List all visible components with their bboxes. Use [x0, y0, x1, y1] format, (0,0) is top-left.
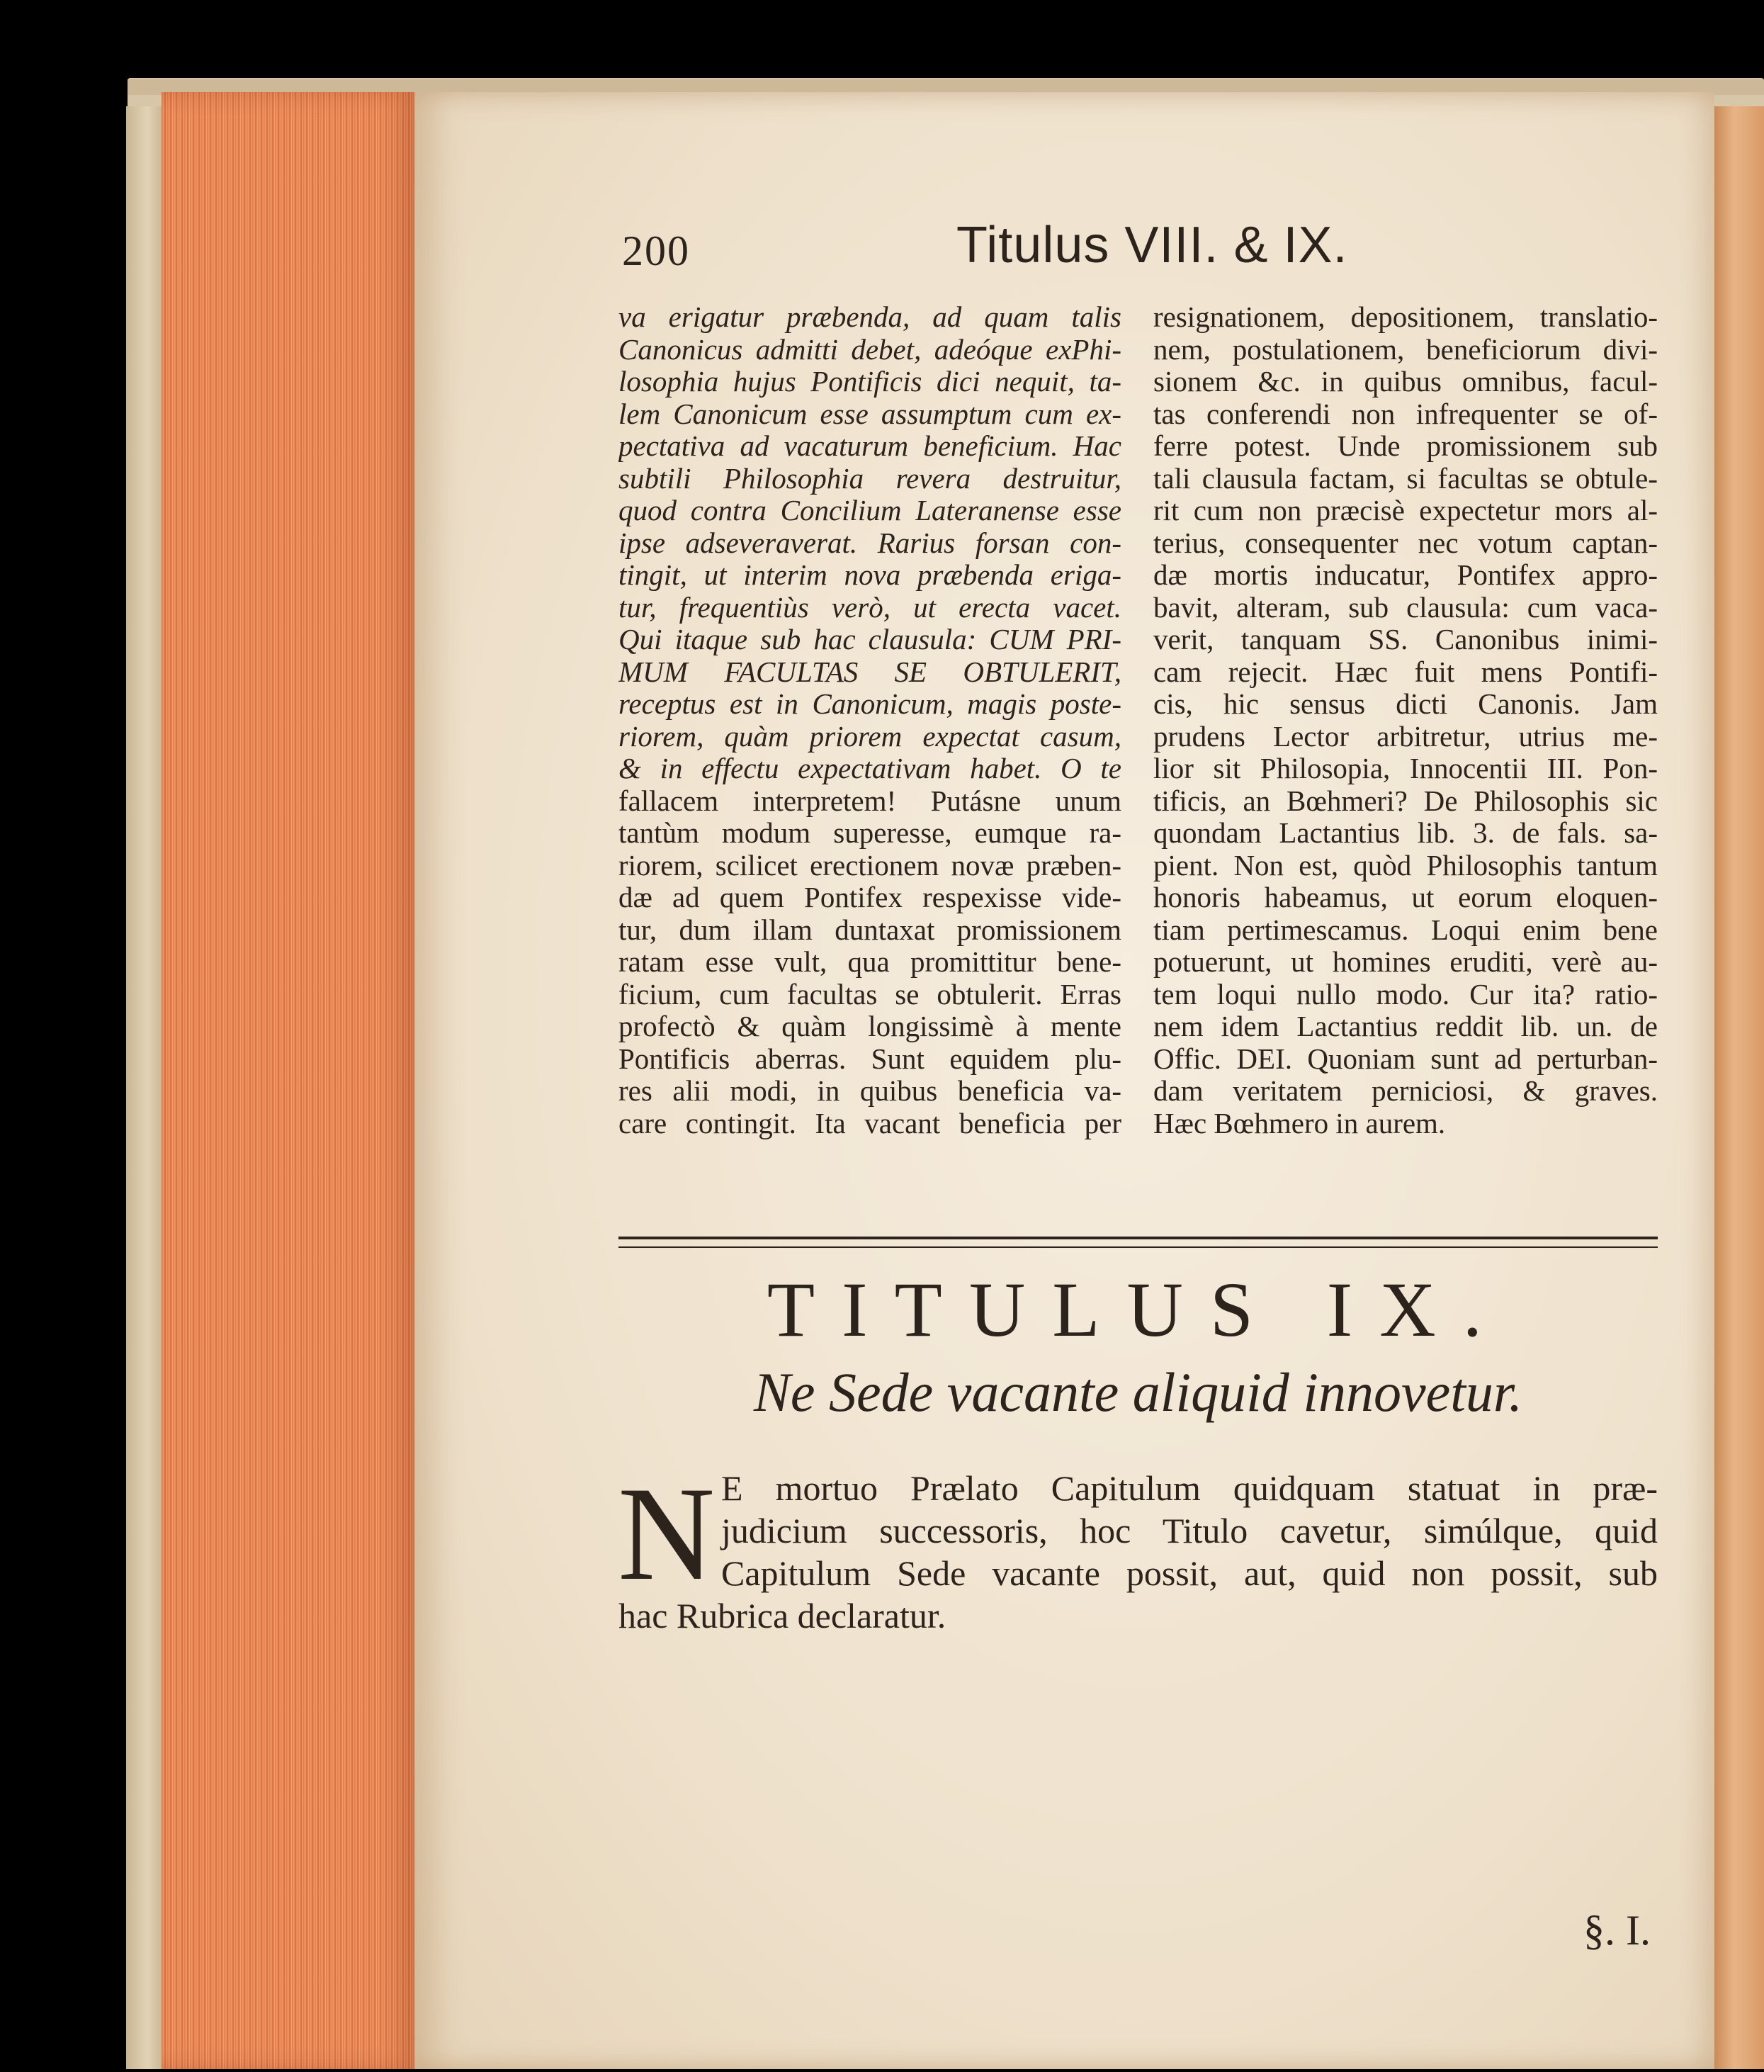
text-line: sionem &c. in quibus omnibus, facul-: [1153, 366, 1658, 398]
text-line: quod contra Concilium Lateranense esse: [618, 495, 1121, 527]
catchword: §. I.: [1583, 1907, 1651, 1954]
text-line: tantùm modum superesse, eumque ra-: [618, 817, 1121, 849]
section-title: TITULUS IX.: [767, 1266, 1510, 1353]
drop-cap: N: [618, 1460, 716, 1609]
section-subtitle: Ne Sede vacante aliquid innovetur.: [753, 1361, 1523, 1423]
text-line: tificis, an Bœhmeri? De Philosophis sic: [1153, 784, 1658, 817]
text-line: tas conferendi non infrequenter se of-: [1153, 398, 1658, 430]
text-line: terius, consequenter nec votum captan-: [1153, 527, 1658, 559]
text-line: nem, postulationem, beneficiorum divi-: [1153, 333, 1658, 366]
text-line: profectò & quàm longissimè à mente: [618, 1010, 1121, 1042]
text-line: subtili Philosophia revera destruitur,: [618, 462, 1121, 495]
text-line: tingit, ut interim nova præbenda eriga-: [618, 559, 1121, 591]
book-cover-board: [126, 106, 162, 2069]
running-head: Titulus VIII. & IX.: [956, 217, 1348, 274]
opening-paragraph: [618, 1460, 1658, 1637]
text-line: losophia hujus Pontificis dici nequit, ta-: [618, 366, 1121, 398]
text-line: ferre potest. Unde promissionem sub: [1153, 430, 1658, 462]
text-line: bavit, alteram, sub clausula: cum vaca-: [1153, 591, 1658, 624]
text-line: Qui itaque sub hac clausula: CUM PRI-: [618, 624, 1121, 655]
page-number: 200: [622, 227, 690, 274]
right-column: [1153, 301, 1658, 1139]
text-line: va erigatur præbenda, ad quam talis: [618, 301, 1121, 333]
section-divider-rule: [618, 1237, 1658, 1248]
text-line: tem loqui nullo modo. Cur ita? ratio-: [1153, 978, 1658, 1010]
text-line: res alii modi, in quibus beneficia va-: [618, 1075, 1121, 1107]
text-line: quondam Lactantius lib. 3. de fals. sa-: [1153, 817, 1658, 849]
text-line: hac Rubrica declaratur.: [618, 1596, 946, 1635]
text-line: verit, tanquam SS. Canonibus inimi-: [1153, 624, 1658, 655]
text-line: lior sit Philosopia, Innocentii III. Pon-: [1153, 753, 1658, 784]
text-line: Capitulum Sede vacante possit, aut, quid non possit, sub: [721, 1553, 1658, 1593]
facing-page-edge: [1714, 106, 1764, 2069]
text-line: potuerunt, ut homines eruditi, verè au-: [1153, 946, 1658, 978]
text-line: rit cum non præcisè expectetur mors al-: [1153, 495, 1658, 527]
text-line: tur, dum illam duntaxat promissionem: [618, 913, 1121, 946]
text-line: & in effectu expectativam habet. O te: [618, 753, 1121, 784]
text-line: ficium, cum facultas se obtulerit. Erras: [618, 978, 1121, 1010]
text-line: pectativa ad vacaturum beneficium. Hac: [618, 430, 1121, 462]
text-line: tiam pertimescamus. Loqui enim bene: [1153, 913, 1658, 946]
text-line: care contingit. Ita vacant beneficia per: [618, 1107, 1121, 1139]
text-line: judicium successoris, hoc Titulo cavetur, simúlque, quid: [721, 1511, 1658, 1550]
text-line: cis, hic sensus dicti Canonis. Jam: [1153, 688, 1658, 720]
text-line: fallacem interpretem! Putásne unum: [618, 784, 1121, 817]
text-line: receptus est in Canonicum, magis poste-: [618, 688, 1121, 720]
text-line: Pontificis aberras. Sunt equidem plu-: [618, 1042, 1121, 1075]
text-line: ratam esse vult, qua promittitur bene-: [618, 946, 1121, 978]
text-line: pient. Non est, quòd Philosophis tantum: [1153, 849, 1658, 882]
text-line: dæ mortis inducatur, Pontifex appro-: [1153, 559, 1658, 591]
text-line: ipse adseveraverat. Rarius forsan con-: [618, 527, 1121, 559]
text-line: Offic. DEI. Quoniam sunt ad perturban-: [1153, 1042, 1658, 1075]
text-line: Hæc Bœhmero in aurem.: [1153, 1107, 1446, 1139]
page-edges: [162, 92, 417, 2069]
text-line: E mortuo Prælato Capitulum quidquam statuat in præ-: [721, 1468, 1658, 1508]
text-line: nem idem Lactantius reddit lib. un. de: [1153, 1010, 1658, 1042]
text-line: dæ ad quem Pontifex respexisse vide-: [618, 882, 1121, 913]
text-line: dam veritatem perniciosi, & graves.: [1153, 1075, 1658, 1107]
text-line: resignationem, depositionem, translatio-: [1153, 301, 1658, 333]
text-line: Canonicus admitti debet, adeóque exPhi-: [618, 333, 1121, 366]
text-line: riorem, scilicet erectionem novæ præben-: [618, 849, 1121, 882]
text-line: honoris habeamus, ut eorum eloquen-: [1153, 882, 1658, 913]
text-line: riorem, quàm priorem expectat casum,: [618, 720, 1121, 753]
text-line: tur, frequentiùs verò, ut erecta vacet.: [618, 591, 1121, 624]
text-line: cam rejecit. Hæc fuit mens Pontifi-: [1153, 655, 1658, 688]
text-line: lem Canonicum esse assumptum cum ex-: [618, 398, 1121, 430]
text-line: tali clausula factam, si facultas se obtule-: [1153, 462, 1658, 495]
text-line: MUM FACULTAS SE OBTULERIT,: [618, 655, 1121, 688]
text-line: prudens Lector arbitretur, utrius me-: [1153, 720, 1658, 753]
left-column: [618, 301, 1121, 1139]
